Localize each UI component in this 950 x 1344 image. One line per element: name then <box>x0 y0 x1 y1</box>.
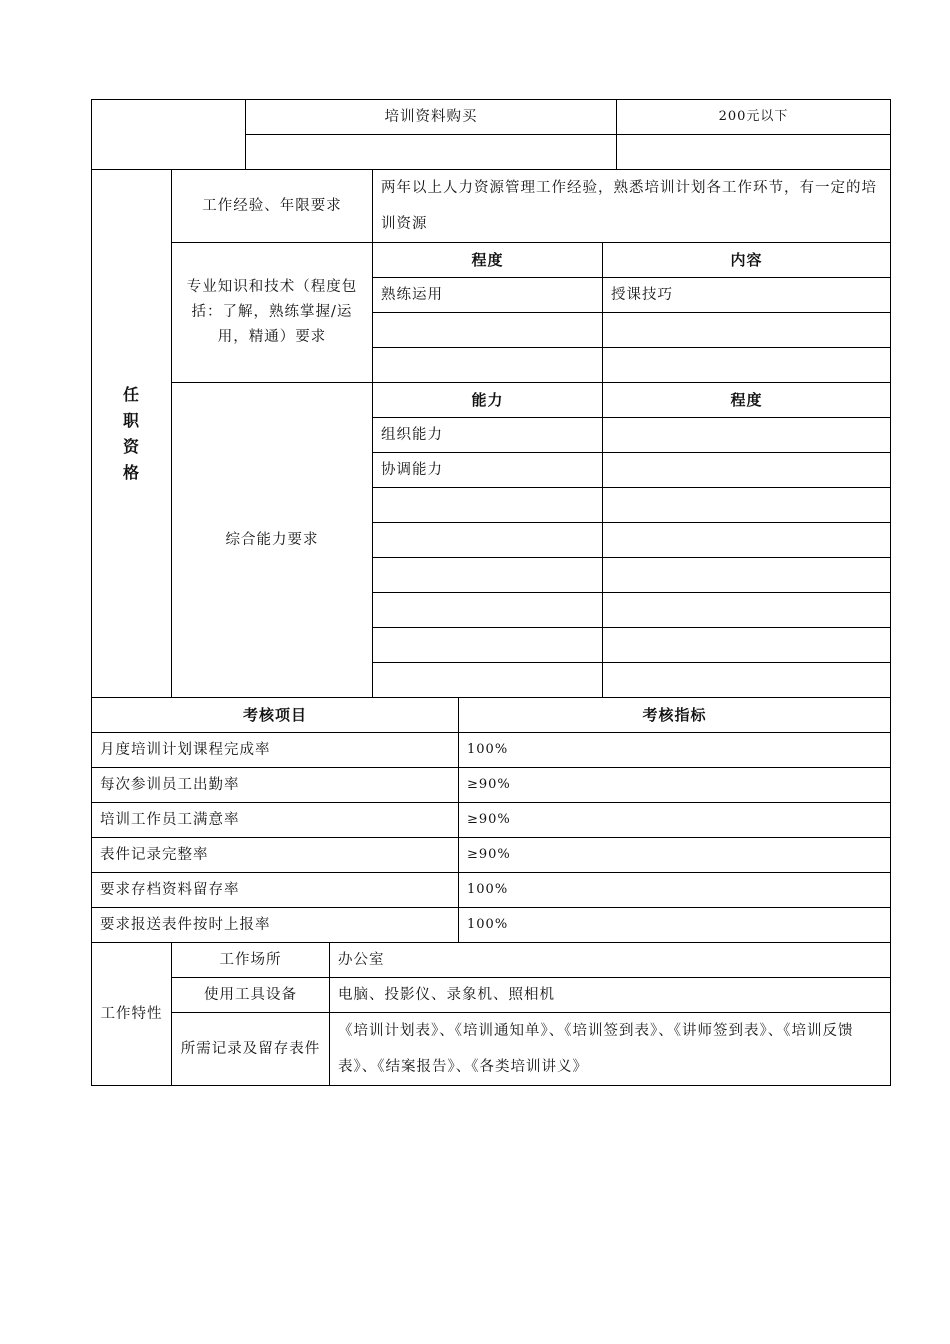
budget-blank-cell <box>92 100 246 170</box>
ability-degree <box>603 663 891 698</box>
knowledge-degree <box>373 348 603 383</box>
assessment-indicator: ≥90% <box>459 768 891 803</box>
budget-amount-2 <box>617 135 891 170</box>
knowledge-degree <box>373 313 603 348</box>
qualification-section-label: 任 职 资 格 <box>92 170 172 698</box>
knowledge-content <box>603 313 891 348</box>
ability-label: 综合能力要求 <box>172 383 373 698</box>
ability-degree <box>603 418 891 453</box>
work-traits-section-label: 工作特性 <box>92 943 172 1086</box>
work-trait-label: 使用工具设备 <box>172 978 330 1013</box>
ability-degree <box>603 593 891 628</box>
knowledge-header-degree: 程度 <box>373 243 603 278</box>
ability-name <box>373 558 603 593</box>
ability-header-ability: 能力 <box>373 383 603 418</box>
work-trait-label: 工作场所 <box>172 943 330 978</box>
qualification-table <box>91 169 891 698</box>
ability-name <box>373 523 603 558</box>
knowledge-degree: 熟练运用 <box>373 278 603 313</box>
budget-table <box>91 99 891 170</box>
ability-degree <box>603 558 891 593</box>
ability-degree <box>603 523 891 558</box>
ability-degree <box>603 628 891 663</box>
assessment-table <box>91 697 891 943</box>
job-description-form <box>91 99 890 1086</box>
budget-item-2 <box>246 135 617 170</box>
assessment-indicator: 100% <box>459 873 891 908</box>
knowledge-label: 专业知识和技术（程度包括：了解，熟练掌握/运用，精通）要求 <box>172 243 373 383</box>
ability-degree <box>603 488 891 523</box>
work-trait-value: 办公室 <box>330 943 891 978</box>
knowledge-content <box>603 348 891 383</box>
ability-name: 协调能力 <box>373 453 603 488</box>
assessment-indicator: ≥90% <box>459 803 891 838</box>
work-trait-value: 《培训计划表》、《培训通知单》、《培训签到表》、《讲师签到表》、《培训反馈表》、《结案报告》、《各类培训讲义》 <box>330 1013 891 1086</box>
assessment-item: 月度培训计划课程完成率 <box>92 733 459 768</box>
assessment-indicator: 100% <box>459 908 891 943</box>
assessment-header-item: 考核项目 <box>92 698 459 733</box>
assessment-header-indicator: 考核指标 <box>459 698 891 733</box>
budget-item: 培训资料购买 <box>246 100 617 135</box>
ability-degree <box>603 453 891 488</box>
knowledge-header-content: 内容 <box>603 243 891 278</box>
work-traits-table <box>91 942 891 1086</box>
ability-name <box>373 488 603 523</box>
experience-label: 工作经验、年限要求 <box>172 170 373 243</box>
ability-name: 组织能力 <box>373 418 603 453</box>
budget-amount: 200元以下 <box>617 100 891 135</box>
assessment-item: 表件记录完整率 <box>92 838 459 873</box>
knowledge-content: 授课技巧 <box>603 278 891 313</box>
work-trait-value: 电脑、投影仪、录象机、照相机 <box>330 978 891 1013</box>
ability-name <box>373 628 603 663</box>
experience-value: 两年以上人力资源管理工作经验，熟悉培训计划各工作环节，有一定的培训资源 <box>373 170 891 243</box>
assessment-item: 要求报送表件按时上报率 <box>92 908 459 943</box>
ability-header-degree: 程度 <box>603 383 891 418</box>
assessment-indicator: 100% <box>459 733 891 768</box>
assessment-item: 要求存档资料留存率 <box>92 873 459 908</box>
ability-name <box>373 663 603 698</box>
ability-name <box>373 593 603 628</box>
work-trait-label: 所需记录及留存表件 <box>172 1013 330 1086</box>
assessment-item: 培训工作员工满意率 <box>92 803 459 838</box>
assessment-item: 每次参训员工出勤率 <box>92 768 459 803</box>
assessment-indicator: ≥90% <box>459 838 891 873</box>
